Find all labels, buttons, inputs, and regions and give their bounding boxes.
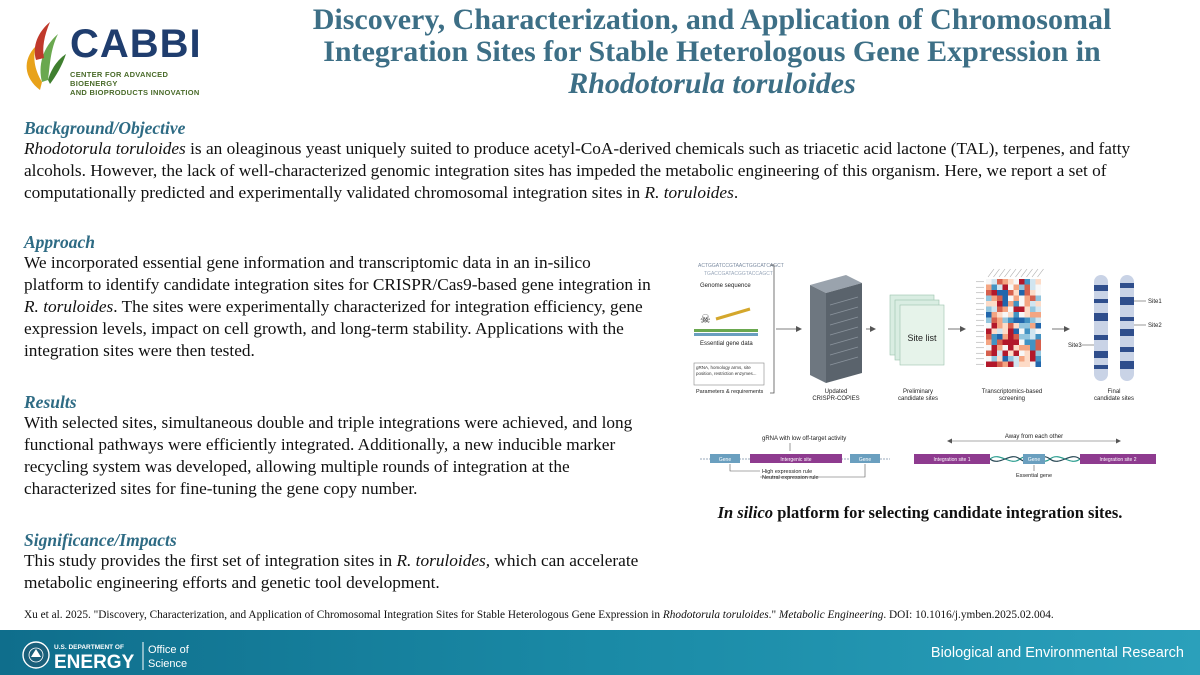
heatmap-cell: [1014, 279, 1020, 285]
heatmap-cell: [1030, 290, 1036, 296]
significance-body-1: This study provides the first set of integration sites in: [24, 551, 397, 570]
heatmap-cell: [1008, 301, 1014, 307]
heatmap-cell: [1019, 318, 1025, 324]
heatmap-cell: [1025, 362, 1031, 368]
heatmap-cell: [1036, 340, 1042, 346]
arrow-head-2: [870, 326, 876, 332]
in-silico-platform-figure: [690, 255, 1180, 480]
heatmap-col-label: [1016, 269, 1022, 277]
gene-label-left: Gene: [718, 457, 732, 463]
heatmap-cell: [1036, 362, 1042, 368]
heatmap-cell: [1003, 334, 1009, 340]
integration-site-1-label: Integration site 1: [933, 457, 971, 463]
citation-species: Rhodotorula toruloides: [662, 609, 769, 621]
heatmap-cell: [1008, 318, 1014, 324]
params-box-text: gRNA, homology arms, site position, restriction enzymes...: [696, 365, 757, 376]
heatmap-cell: [1030, 362, 1036, 368]
heatmap-cell: [986, 318, 992, 324]
significance-section: [24, 530, 659, 594]
heatmap-cell: [1008, 362, 1014, 368]
heatmap-cell: [1036, 312, 1042, 318]
heatmap-cell: [1014, 356, 1020, 362]
heatmap-cell: [992, 334, 998, 340]
heatmap-cell: [1036, 296, 1042, 302]
server-label-1: Updated: [824, 389, 848, 395]
heatmap-cell: [992, 351, 998, 357]
heatmap-cell: [1019, 285, 1025, 291]
heatmap-cell: [1003, 285, 1009, 291]
heatmap-cell: [1019, 340, 1025, 346]
heatmap-cell: [997, 285, 1003, 291]
heatmap-cell: [986, 334, 992, 340]
heatmap-cell: [1025, 329, 1031, 335]
arrow-head-4: [1064, 326, 1070, 332]
approach-heading: Approach: [24, 232, 95, 252]
heatmap-cell: [1036, 279, 1042, 285]
heatmap-cell: [986, 285, 992, 291]
site-list-graphic: [890, 295, 944, 365]
heatmap-cell: [986, 279, 992, 285]
doe-energy-text: ENERGY: [54, 652, 135, 672]
heatmap-cell: [1008, 279, 1014, 285]
server-label-2: CRISPR-COPIES: [812, 396, 860, 402]
approach-body-1: We incorporated essential gene information and transcriptomic data in an in-silico platform to identify candidate integration sites for CRISPR/Cas9-based gene integration in: [24, 253, 651, 294]
heatmap-cell: [1019, 362, 1025, 368]
heatmap-cell: [1008, 285, 1014, 291]
heatmap-cell: [992, 318, 998, 324]
heatmap-cell: [1030, 340, 1036, 346]
heatmap-cell: [992, 285, 998, 291]
approach-body-2: . The sites were experimentally characterized for integration efficiency, gene expression levels, impact on cell growth, and long-term stability. Applications with the integration sites were then tested.: [24, 297, 643, 360]
heatmap-cell: [986, 301, 992, 307]
significance-heading: Significance/Impacts: [24, 530, 177, 550]
heatmap-cell: [1030, 329, 1036, 335]
away-arrow-right-head: [1116, 439, 1121, 444]
heatmap-cell: [1036, 290, 1042, 296]
heatmap-cell: [997, 345, 1003, 351]
heatmap-cell: [1003, 301, 1009, 307]
heatmap-cell: [992, 323, 998, 329]
heatmap-col-label: [1010, 269, 1016, 277]
heatmap-cell: [1008, 307, 1014, 313]
heatmap-cell: [1003, 362, 1009, 368]
heatmap-cell: [1025, 307, 1031, 313]
heatmap-cell: [1003, 323, 1009, 329]
heatmap-cell: [1008, 345, 1014, 351]
heatmap-cell: [1014, 290, 1020, 296]
heatmap-cell: [1014, 296, 1020, 302]
heatmap-cell: [1019, 279, 1025, 285]
heatmap-cell: [1014, 312, 1020, 318]
heatmap-cell: [1030, 296, 1036, 302]
server-icon: [810, 275, 862, 383]
heatmap-cell: [997, 329, 1003, 335]
heatmap-cell: [1014, 340, 1020, 346]
chromosome-graphic: [1082, 275, 1146, 381]
cabbi-leaf-icon: [18, 20, 68, 92]
heatmap-cell: [997, 318, 1003, 324]
approach-text: [24, 252, 654, 362]
heatmap-cell: [986, 329, 992, 335]
transcriptomics-heatmap: [976, 269, 1044, 367]
heatmap-cell: [1019, 351, 1025, 357]
away-arrow-left-head: [947, 439, 952, 444]
heatmap-cell: [1025, 301, 1031, 307]
heatmap-cell: [1019, 356, 1025, 362]
heatmap-cell: [1019, 290, 1025, 296]
background-end: .: [733, 183, 739, 202]
heatmap-cell: [997, 296, 1003, 302]
heatmap-cell: [1003, 312, 1009, 318]
significance-body-2: which can accelerate metabolic engineering efforts and genetic tool development.: [24, 551, 639, 592]
species-short: R. toruloides,: [396, 551, 491, 570]
heatmap-cell: [1030, 279, 1036, 285]
cabbi-tagline: [70, 70, 218, 97]
final-label-1: Final: [1107, 389, 1121, 395]
citation-part-2: .": [768, 609, 779, 621]
heatmap-cell: [992, 296, 998, 302]
heatmap-cell: [1025, 340, 1031, 346]
heatmap-cell: [1025, 279, 1031, 285]
heatmap-cell: [997, 323, 1003, 329]
heatmap-cell: [1025, 323, 1031, 329]
heatmap-cell: [992, 345, 998, 351]
heatmap-cell: [992, 362, 998, 368]
heatmap-cell: [1025, 351, 1031, 357]
heatmap-cell: [997, 307, 1003, 313]
final-label-2: candidate sites: [1093, 396, 1135, 402]
heatmap-cell: [1030, 351, 1036, 357]
significance-text: [24, 550, 659, 594]
heatmap-cell: [992, 329, 998, 335]
heatmap-cell: [986, 323, 992, 329]
dna-letters: ACTGGATCCGTAACTGGCATCAGCT: [698, 263, 784, 269]
heatmap-cell: [1003, 329, 1009, 335]
results-section: [24, 392, 659, 500]
cabbi-wordmark: CABBI: [70, 22, 202, 66]
heatmap-cell: [997, 351, 1003, 357]
heatmap-cell: [1003, 318, 1009, 324]
heatmap-cell: [986, 290, 992, 296]
input-bracket: [770, 265, 774, 393]
citation-part-3: . DOI: 10.1016/j.ymben.2025.02.004.: [883, 609, 1054, 621]
grna-label: gRNA with low off-target activity: [762, 436, 847, 442]
dna-strand: [694, 329, 758, 332]
heatmap-cell: [1014, 307, 1020, 313]
heatmap-cell: [986, 345, 992, 351]
heatmap-cell: [1003, 290, 1009, 296]
heatmap-col-label: [1027, 269, 1033, 277]
heatmap-cell: [1025, 296, 1031, 302]
heatmap-cell: [1014, 323, 1020, 329]
site3-label: Site3: [1068, 343, 1082, 349]
heatmap-cell: [1030, 323, 1036, 329]
essential-gene-block-label: Gene: [1027, 457, 1041, 463]
heatmap-cell: [1008, 334, 1014, 340]
doe-top-text: U.S. DEPARTMENT OF: [54, 644, 124, 651]
heatmap-cell: [992, 307, 998, 313]
heatmap-col-label: [999, 269, 1005, 277]
heatmap-cell: [997, 279, 1003, 285]
heatmap-cell: [1036, 307, 1042, 313]
species-short: R. toruloides: [644, 183, 734, 202]
prelim-label-1: Preliminary: [902, 389, 934, 395]
background-heading: Background/Objective: [24, 118, 186, 138]
heatmap-cell: [1019, 301, 1025, 307]
heatmap-col-label: [988, 269, 994, 277]
heatmap-cell: [1003, 356, 1009, 362]
away-label: Away from each other: [1004, 434, 1064, 440]
tagline-line-2: AND BIOPRODUCTS INNOVATION: [70, 88, 200, 97]
slide-title: [232, 4, 1192, 100]
heatmap-cell: [986, 351, 992, 357]
heatmap-cell: [1030, 345, 1036, 351]
heatmap-cell: [1025, 318, 1031, 324]
heatmap-cell: [1008, 323, 1014, 329]
caption-text: platform for selecting candidate integration sites.: [773, 503, 1123, 522]
heatmap-cell: [1030, 285, 1036, 291]
species-name: Rhodotorula toruloides: [24, 139, 186, 158]
heatmap-cell: [992, 340, 998, 346]
heatmap-cell: [1019, 334, 1025, 340]
heatmap-cell: [1003, 351, 1009, 357]
background-body: is an oleaginous yeast uniquely suited to produce acetyl-CoA-derived chemicals such as triacetic acid lactone (TAL), terpenes, and fatty alcohols. However, the lack of well-characterized genomic integration sites has impeded the metabolic engineering of this organism. Here, we report a set of computationally predicted and experimentally validated chromosomal integration sites in: [24, 139, 1131, 202]
heatmap-cell: [1003, 296, 1009, 302]
heatmap-col-label: [1032, 269, 1038, 277]
heatmap-cell: [1025, 312, 1031, 318]
heatmap-cell: [1036, 318, 1042, 324]
heatmap-cell: [997, 340, 1003, 346]
heatmap-cell: [1014, 285, 1020, 291]
figure-caption: [700, 502, 1140, 523]
essential-gene-label: Essential gene: [1015, 473, 1053, 479]
heatmap-cell: [986, 296, 992, 302]
species-short: R. toruloides: [24, 297, 114, 316]
heatmap-cell: [1030, 312, 1036, 318]
heatmap-cell: [1003, 340, 1009, 346]
heatmap-cell: [1036, 356, 1042, 362]
heatmap-cell: [1036, 329, 1042, 335]
params-label: Parameters & requirements: [696, 389, 764, 395]
heatmap-cell: [992, 290, 998, 296]
heatmap-cell: [986, 356, 992, 362]
transcript-label-2: screening: [998, 396, 1026, 402]
heatmap-cell: [997, 290, 1003, 296]
site-list-label: Site list: [907, 333, 937, 343]
heatmap-cell: [1008, 312, 1014, 318]
citation-part-1: Xu et al. 2025. "Discovery, Characterization, and Application of Chromosomal Integration Sites for Stable Heterologous Gene Expression in: [24, 609, 663, 621]
transcript-label-1: Transcriptomics-based: [981, 389, 1043, 395]
heatmap-cell: [1036, 285, 1042, 291]
heatmap-cell: [1019, 312, 1025, 318]
heatmap-cell: [1030, 307, 1036, 313]
approach-section: [24, 232, 654, 362]
heatmap-cell: [986, 307, 992, 313]
heatmap-cell: [1008, 351, 1014, 357]
heatmap-cell: [1014, 351, 1020, 357]
heatmap-col-label: [1038, 269, 1044, 277]
background-text: [24, 138, 1184, 204]
science-text: Science: [148, 658, 188, 670]
gene-label-right: Gene: [858, 457, 872, 463]
heatmap-cell: [1036, 301, 1042, 307]
heatmap-cell: [997, 356, 1003, 362]
title-line-1: Discovery, Characterization, and Application of Chromosomal: [312, 3, 1112, 36]
heatmap-cell: [1008, 329, 1014, 335]
skull-icon: ☠: [700, 312, 711, 326]
doe-office-of-science-logo: [22, 638, 202, 672]
prelim-label-2: candidate sites: [897, 396, 939, 402]
heatmap-cell: [1036, 351, 1042, 357]
arrow-head-1: [796, 326, 802, 332]
heatmap-cell: [1036, 334, 1042, 340]
heatmap-col-label: [1005, 269, 1011, 277]
heatmap-cell: [1008, 290, 1014, 296]
heatmap-cell: [1003, 307, 1009, 313]
heatmap-cell: [997, 362, 1003, 368]
dna-strand-2: [694, 333, 758, 336]
title-line-2: Integration Sites for Stable Heterologous Gene Expression in: [323, 35, 1101, 68]
heatmap-cell: [992, 356, 998, 362]
heatmap-cell: [1019, 345, 1025, 351]
heatmap-cell: [1003, 345, 1009, 351]
high-rule-pointer: [730, 464, 760, 471]
genome-sequence-label: Genome sequence: [700, 283, 751, 289]
background-section: [24, 118, 1184, 204]
heatmap-cell: [997, 312, 1003, 318]
heatmap-cell: [1019, 296, 1025, 302]
heatmap-cell: [986, 362, 992, 368]
heatmap-cell: [1030, 356, 1036, 362]
heatmap-cell: [1025, 285, 1031, 291]
heatmap-col-label: [994, 269, 1000, 277]
heatmap-cell: [1030, 318, 1036, 324]
neutral-rule-label: Neutral expression rule: [762, 475, 819, 480]
heatmap-cell: [992, 312, 998, 318]
heatmap-cell: [1019, 307, 1025, 313]
heatmap-cell: [1030, 334, 1036, 340]
title-line-3: Rhodotorula toruloides: [568, 67, 856, 100]
footer-program-label: Biological and Environmental Research: [930, 645, 1184, 661]
heatmap-cell: [992, 279, 998, 285]
heatmap-cell: [986, 312, 992, 318]
heatmap-cell: [1025, 290, 1031, 296]
heatmap-cell: [1008, 356, 1014, 362]
heatmap-cell: [1014, 362, 1020, 368]
heatmap-cell: [986, 340, 992, 346]
heatmap-cell: [1014, 318, 1020, 324]
essential-gene-data-label: Essential gene data: [700, 341, 753, 347]
heatmap-cell: [1014, 301, 1020, 307]
heatmap-cell: [1019, 329, 1025, 335]
citation: [24, 608, 1194, 622]
heatmap-cell: [1025, 345, 1031, 351]
citation-journal: Metabolic Engineering: [778, 609, 884, 621]
arrow-head-3: [960, 326, 966, 332]
site2-label: Site2: [1148, 323, 1162, 329]
heatmap-cell: [1036, 323, 1042, 329]
site1-label: Site1: [1148, 299, 1162, 305]
heatmap-cell: [1030, 301, 1036, 307]
caption-italic: In silico: [717, 503, 774, 522]
heatmap-cell: [1025, 356, 1031, 362]
heatmap-cell: [1008, 296, 1014, 302]
heatmap-cell: [1036, 345, 1042, 351]
heatmap-col-label: [1021, 269, 1027, 277]
tagline-line-1: CENTER FOR ADVANCED BIOENERGY: [70, 70, 169, 88]
essential-gene-graphic: [694, 309, 758, 336]
dna-letters-2: TGACCGATACGGTACCAGCT: [704, 271, 773, 277]
results-text: With selected sites, simultaneous double and triple integrations were achieved, and long functional pathways were efficiently integrated. Additionally, a new inducible marker recycling system was developed, allowing multiple rounds of integration at the characterized sites for fine-tuning the gene copy number.: [24, 413, 633, 498]
heatmap-cell: [1008, 340, 1014, 346]
results-heading: Results: [24, 392, 77, 412]
heatmap-cell: [1014, 345, 1020, 351]
high-rule-label: High expression rule: [762, 469, 813, 475]
heatmap-cell: [997, 334, 1003, 340]
heatmap-cell: [1014, 334, 1020, 340]
intergenic-label: Intergenic site: [780, 457, 812, 463]
heatmap-cell: [1025, 334, 1031, 340]
cabbi-logo: [18, 20, 218, 97]
heatmap-cell: [1019, 323, 1025, 329]
heatmap-cell: [1003, 279, 1009, 285]
heatmap-cell: [997, 301, 1003, 307]
heatmap-cell: [1014, 329, 1020, 335]
office-of-text: Office of: [148, 644, 189, 656]
integration-site-2-label: Integration site 2: [1099, 457, 1137, 463]
heatmap-cell: [992, 301, 998, 307]
dna-fragment: [716, 309, 750, 319]
